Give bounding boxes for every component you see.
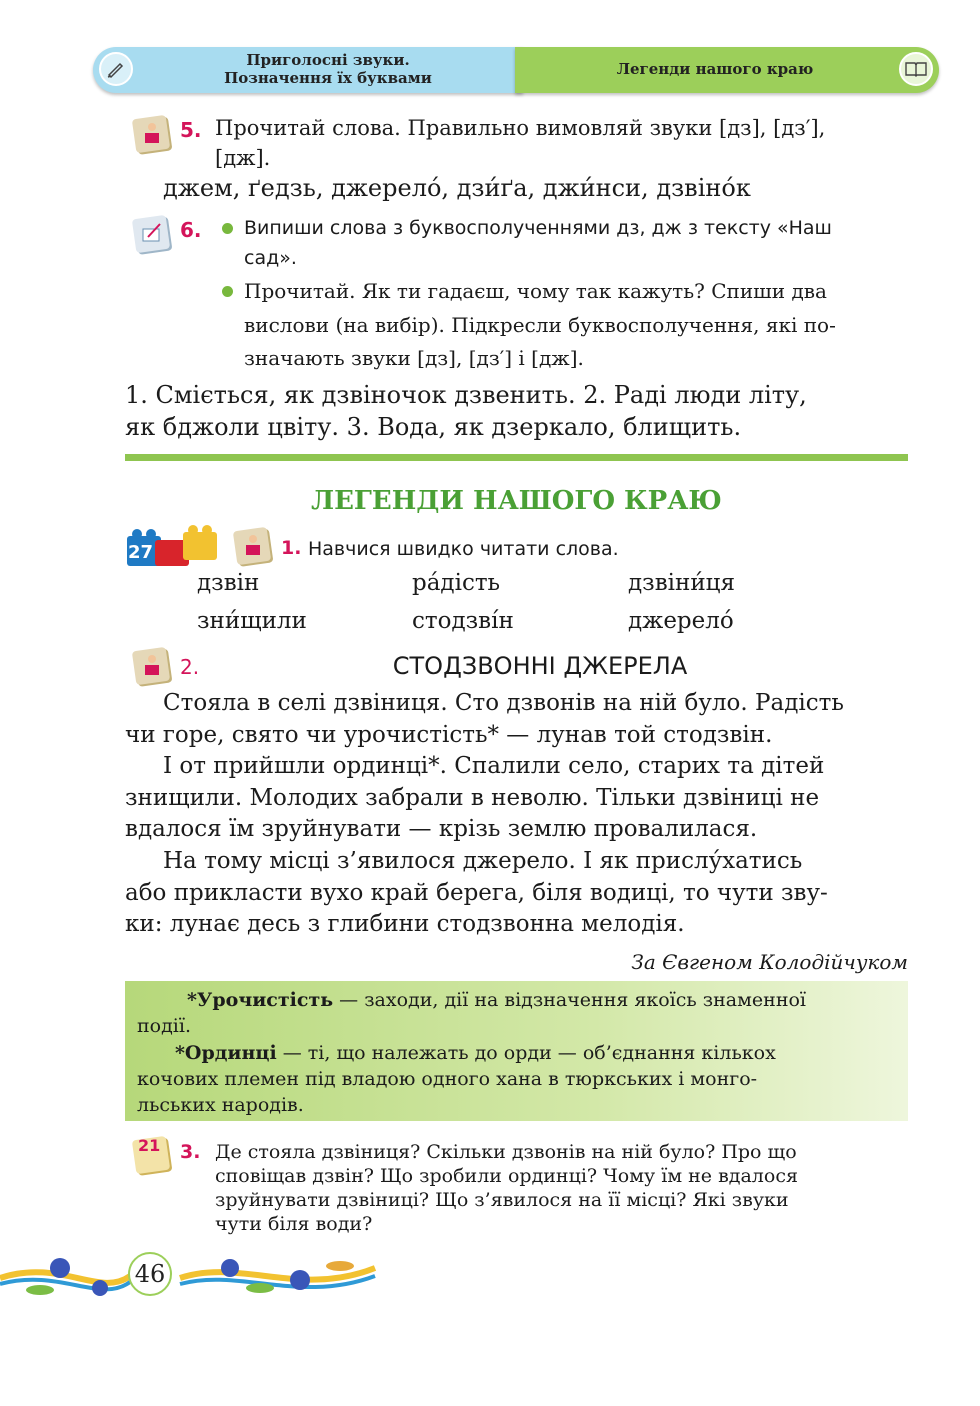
glossary-term: *Ординці [175,1042,277,1064]
story-title: СТОДЗВОННІ ДЖЕРЕЛА [392,652,688,680]
pen-icon [99,52,133,86]
story-author: За Євгеном Колодійчуком [631,950,908,974]
question-task-icon [128,1136,172,1176]
task1-instruction: Навчися швидко читати слова. [308,538,619,560]
glossary-definition: льських народів. [137,1094,304,1116]
bullet-marker [222,286,233,297]
reading-task-icon [128,115,172,155]
writing-task-icon [128,215,172,255]
story-line: чи горе, свято чи урочистість* — лунав той стодзвін. [125,721,773,748]
floral-ornament [0,1238,380,1318]
glossary-entry-1 [137,987,907,1039]
task3-number: 3. [180,1141,201,1163]
glossary-entry-2 [137,1040,907,1118]
task3-questions [215,1140,908,1236]
question-line: сповіщав дзвін? Що зробили ординці? Чому їм не вдалося [215,1165,798,1187]
question-line: чути біля води? [215,1213,373,1235]
task1-word: стодзві́н [412,608,514,634]
reading-task-icon [128,647,172,687]
story-line: На тому місці з’явилося джерело. І як прислу́хатись [163,848,803,874]
task5-words: джем, ґедзь, джерело́, дзи́ґа, джи́нси, дзвіно́к [163,174,751,202]
story-line: ки: лунає десь з глибини стодзвонна мелодія. [125,911,685,937]
task5-number: 5. [180,118,202,142]
header-section-title: Легенди нашого краю [616,60,814,78]
header-title [153,51,503,87]
glossary-definition: події. [137,1015,191,1037]
page-header [93,47,939,93]
task6-number: 6. [180,218,202,242]
story-paragraph-3 [125,846,908,941]
task1-badge: 27 [128,542,154,563]
reading-task-icon [229,527,273,567]
question-line: Де стояла дзвіниця? Скільки дзвонів на ній було? Про що [215,1141,797,1163]
task1-word: дзвіни́ця [628,570,735,596]
story-line: або прикласти вухо край берега, біля водиці, то чути зву- [125,879,828,906]
glossary-definition: — ті, що належать до орди — об’єднання кількох [276,1042,776,1064]
story-paragraph-1 [125,688,908,751]
glossary-definition: кочових племен під владою одного хана в тюркських і монго- [137,1068,758,1090]
task5-instruction-line2: [дж]. [215,146,271,170]
glossary-box [125,981,908,1121]
task6-bullet2-line1: Прочитай. Як ти гадаєш, чому так кажуть? Спиши два [244,279,827,303]
header-title-line2: Позначення їх буквами [224,69,432,87]
page-number: 46 [128,1252,172,1296]
task1-number: 1. [281,537,302,559]
task6-bullet1-line2: сад». [244,247,297,269]
task3-badge: 21 [138,1136,161,1155]
glossary-definition: — заходи, дії на відзначення якоїсь знаменної [333,989,807,1011]
header-left-panel [93,47,523,93]
task5-instruction-line1: Прочитай слова. Правильно вимовляй звуки [дз], [дз′], [215,116,826,140]
task6-sayings-line2: як бджоли цвіту. 3. Вода, як дзеркало, блищить. [125,413,742,441]
book-icon [899,52,933,86]
task2-number: 2. [180,655,200,679]
story-line: вдалося їм зруйнувати — крізь землю провалилася. [125,816,758,842]
task6-bullet1-line1: Випиши слова з буквосполученнями дз, дж з тексту «Наш [244,217,832,239]
task1-word: джерело́ [628,608,734,634]
story-line: знищили. Молодих забрали в неволю. Тільки дзвіниці не [125,784,820,811]
story-line: Стояла в селі дзвіниця. Сто дзвонів на ній було. Радість [163,690,844,716]
task1-word: дзвін [197,570,260,596]
section-title: ЛЕГЕНДИ НАШОГО КРАЮ [311,486,722,516]
task6-sayings-line1: 1. Сміється, як дзвіночок дзвенить. 2. Раді люди літу, [125,381,807,409]
section-divider [125,454,908,461]
header-title-line1: Приголосні звуки. [246,51,410,69]
task6-bullet2-line3: значають звуки [дз], [дз′] і [дж]. [244,346,584,370]
story-paragraph-2 [125,751,908,846]
glossary-term: *Урочистість [187,989,334,1011]
story-line: І от прийшли ординці*. Спалили село, старих та дітей [163,753,825,779]
blocks-badge-icon [125,522,221,568]
bullet-marker [222,223,233,234]
header-right-panel [515,47,939,93]
task1-word: зни́щили [197,608,307,634]
task1-word: ра́дість [412,570,501,596]
question-line: зруйнувати дзвіниці? Що з’явилося на її місці? Які звуки [215,1189,789,1211]
task6-bullet2-line2: вислови (на вибір). Підкресли буквосполучення, які по- [244,313,836,337]
